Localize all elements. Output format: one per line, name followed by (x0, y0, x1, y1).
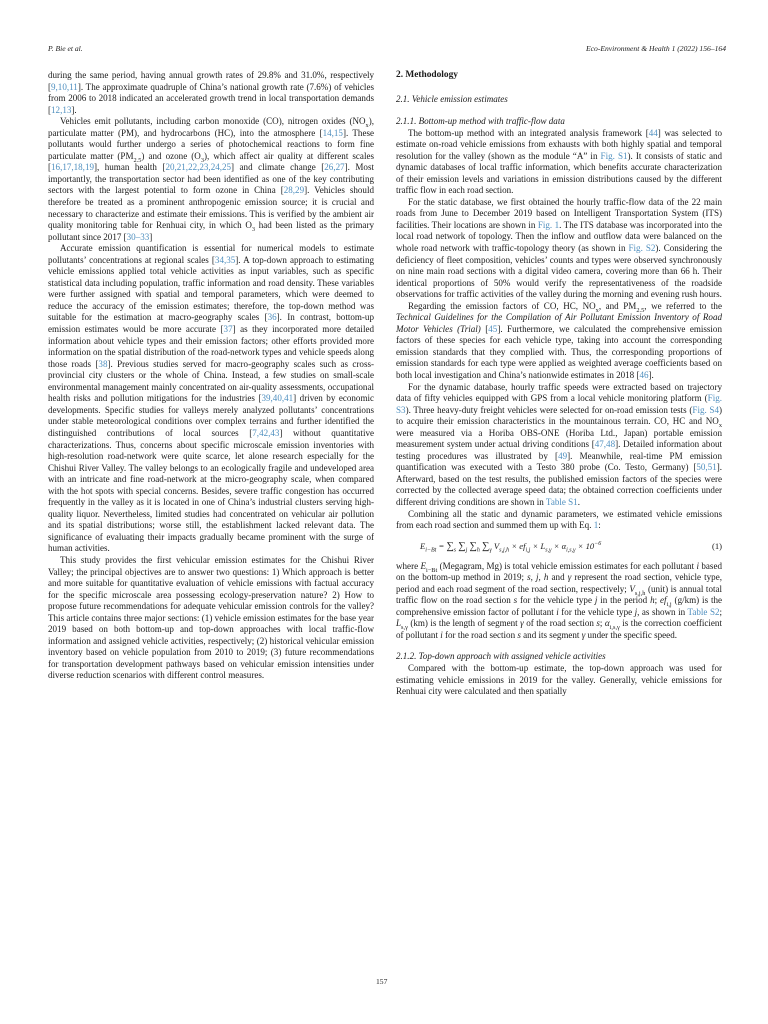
citation-link[interactable]: 9,10,11 (51, 81, 78, 92)
citation-link[interactable]: 28,29 (283, 185, 305, 196)
citation-link[interactable]: Fig. S1 (600, 150, 628, 161)
citation-link[interactable]: 38 (98, 358, 108, 369)
equation-number: (1) (711, 541, 722, 552)
citation-link[interactable]: 44 (648, 127, 658, 138)
citation-link[interactable]: 30–33 (126, 231, 150, 242)
paragraph-dynamic-database: For the dynamic database, hourly traffic speeds were extracted based on trajectory data of fifty vehicles equipped with GPS from a local vehicle monitoring platform (Fig. S3). Three heavy-duty freight vehicles were selected for on-road emission tests (Fig. S4) to acquire their emission characteristics in the mountainous terrain. CO, HC and $NO_x$ were measured via a Horiba OBS-ONE (Horiba Ltd., Japan) portable emission measurement system under actual driving conditions [47,48]. Detailed information about testing procedures was illustrated by [49]. Meanwhile, real-time PM emission quantification was executed with a Testo 380 probe (Co. Testo, Germany) [50,51]. Afterward, based on the test results, the published emission factors of the species were corrected by the collected average speed data; the obtained correction coefficients under different driving conditions are shown in Table S1. (396, 381, 723, 507)
citation-link[interactable]: Fig. S2 (628, 242, 656, 253)
citation-link[interactable]: 36 (267, 312, 277, 323)
citation-link[interactable]: Table S1 (545, 497, 578, 507)
citation-link[interactable]: 37 (223, 324, 233, 335)
citation-link[interactable]: 7,42,43 (252, 427, 280, 438)
paragraph-combining-parameters: Combining all the static and dynamic parameters, we estimated vehicle emissions from each road section and summed them up with Eq. 1: (396, 508, 722, 531)
citation-link[interactable]: 34,35 (214, 254, 236, 265)
citation-link[interactable]: 20,21,22,23,24,25 (165, 162, 232, 173)
paragraph-growth-rates: during the same period, having annual growth rates of 29.8% and 31.0%, respectively [9,10,11]. The approximate quadruple of China’s national growth rate (7.6%) of vehicles from 2006 to 2018 indicated an accelerated growth trend in local transportation demands [12,13]. (48, 70, 374, 115)
paragraph-bottom-up-framework: The bottom-up method with an integrated analysis framework [44] was selected to estimate on-road vehicle emissions from exhausts with both highly spatial and temporal resolution for the valley (shown as the module “A” in Fig. S1). It consists of static and dynamic databases of local traffic information, which benefits accurate characterization of their emission levels and variations in emission distributions caused by the different traffic flow in each road section. (396, 127, 723, 196)
equation-body: $E_{i-Bt} = \sum_s$ $\sum_j$ $\sum_h$ $\sum_\gamma$ $V_{s,j,h} \times ef_{i,j} \times L_{s,\gamma} \times \alpha_{i,s,\gamma} \times 10^{-6}$ (420, 540, 602, 554)
right-column (396, 70, 722, 698)
equation-1 (396, 540, 722, 553)
running-header-authors: P. Bie et al. (48, 44, 83, 53)
page-number: 157 (376, 977, 388, 986)
paragraph-static-database: For the static database, we first obtained the hourly traffic-flow data of the 22 main roads from June to December 2019 based on Intelligent Transportation System (ITS) facilities. Their locations are shown in Fig. 1. The ITS database was incorporated into the local road network of topology. Then the inflow and outflow data were balanced on the whole road network with traffic-topology theory (as shown in Fig. S2). Considering the deficiency of fleet composition, vehicles’ counts and types were observed synchronously on nine main road sections with a digital video camera, covering more than 66 h. Their identical proportions of 50% would verify the representativeness of the roadside observations for traffic activities of the valley during the morning and evening rush hours. (396, 196, 722, 300)
summation-symbol: ∑ (469, 540, 477, 552)
summation-symbol: ∑ (446, 540, 454, 552)
citation-link[interactable]: 46 (639, 369, 649, 380)
citation-link[interactable]: 1 (593, 520, 599, 531)
citation-link[interactable]: 12,13 (51, 104, 72, 115)
citation-link[interactable]: Fig. 1 (537, 219, 560, 230)
running-header-journal: Eco-Environment & Health 1 (2022) 156–164 (586, 44, 726, 53)
citation-link[interactable]: Fig. S3 (396, 393, 722, 415)
citation-link[interactable]: 26,27 (324, 162, 345, 173)
citation-link[interactable]: 14,15 (322, 127, 343, 138)
citation-link[interactable]: 49 (558, 450, 568, 461)
citation-link[interactable]: Fig. S4 (692, 404, 719, 415)
paragraph-top-down-approach: Compared with the bottom-up estimate, the top-down approach was used for estimating vehicle emissions in 2019 for the valley. Generally, vehicle emissions for Renhuai city were calculated and then spatially (396, 662, 722, 697)
paragraph-emission-factors: Regarding the emission factors of CO, HC, $NO_x$, and $PM_{2.5}$, we referred to the Technical Guidelines for the Compilation of Air Pollutant Emission Inventory of Road Motor Vehicles (Trial) [45]. Furthermore, we calculated the comprehensive emission factors of these species for each vehicle type, taking into account the corresponding emission standards that they complied with. Thus, the corresponding proportions of emission standards for each type were applied as weighted average coefficients based on both local investigation and China’s nationwide estimates in 2018 [46]. (396, 300, 722, 380)
subsection-heading-vehicle-emission-estimates: 2.1. Vehicle emission estimates (396, 94, 508, 104)
left-column (48, 70, 374, 682)
section-heading-methodology: 2. Methodology (396, 70, 458, 80)
paragraph-emission-quantification: Accurate emission quantification is essential for numerical models to estimate pollutants’ concentrations at regional scales [34,35]. A top-down approach to estimating vehicle emissions applied total vehicle activities as input variables, such as specific statistical data including population, traffic information and road density. These variables were further assigned with spatial and temporal parameters, which were deemed to reduce the accuracy of the emission estimates; therefore, the top-down method was suitable for the estimation at macro-geography scales [36]. In contrast, bottom-up emission estimates would be more accurate [37] as they incorporated more detailed information about vehicle types and their emission factors; other efforts provided more information on the spatial distribution of the road-network types and vehicle speeds along those roads [38]. Previous studies served for macro-geography scales such as cross-provincial city clusters or the whole of China. Instead, a few studies on small-scale environmental management mainly concentrated on air-quality assessments, occupational health risks and pollution mitigations for the industries [39,40,41] driven by economic developments. Specific studies for valleys merely analyzed pollutants’ concentrations under stable meteorological conditions over complex terrains and further identified the distinguished contributions of local sources [7,42,43] without quantitative characterizations. Thus, concerns about specific microscale emission inventories with high-resolution road-network were quite scarce, let alone research especially for the Chishui River Valley. The valley belongs to an ecologically fragile and undeveloped area with an intricate and fine road-network at the micro-geography scale, when compared with the hot spots with special concerns. Besides, severe traffic congestion has occurred frequently in the valley as it is located in one of China’s industrial clusters serving high-quality liquor. Nevertheless, limited studies had concentrated on vehicular air pollution and its spatial distributions; worse still, the establishment lacked relevant data. The significance of evaluating their impacts gradually became prominent with the surge of human activities. (48, 243, 375, 554)
citation-link[interactable]: 45 (488, 323, 498, 334)
paragraph-vehicle-pollutants: Vehicles emit pollutants, including carbon monoxide (CO), nitrogen oxides $(NO_x)$, particulate matter (PM), and hydrocarbons (HC), into the atmosphere [14,15]. These pollutants would further undergo a series of photochemical reactions to form fine particulate matter $(PM_{2.5})$ and ozone $(O_3)$, which affect air quality at different scales [16,17,18,19], human health [20,21,22,23,24,25] and climate change [26,27]. Most importantly, the transportation sector had been identified as one of the key contributing sectors with the largest potential to form ozone in China [28,29]. Vehicles should therefore be treated as a prominent anthropogenic emission source; it is crucial and necessary to characterize and estimate their emissions. This is verified by the ambient air quality monitoring table for Renhuai city, in which $O_3$ had been listed as the primary pollutant since 2017 [30–33] (48, 116, 374, 242)
citation-link[interactable]: 50,51 (696, 462, 717, 473)
subsubsection-heading-bottom-up: 2.1.1. Bottom-up method with traffic-flow data (396, 116, 565, 126)
citation-link[interactable]: 16,17,18,19 (51, 162, 94, 173)
citation-link[interactable]: 39,40,41 (261, 393, 294, 404)
summation-symbol: ∑ (482, 540, 490, 552)
citation-link[interactable]: Table S2 (687, 606, 720, 617)
summation-symbol: ∑ (458, 540, 466, 552)
paragraph-study-objectives: This study provides the first vehicular emission estimates for the Chishui River Valley; the principal objectives are to answer two questions: 1) Which approach is better and more suitable for quantitative evaluation of vehicle emissions with factual accuracy for the specific microscale area possessing ecology-preservation nature? 2) How to propose future recommendations for adequate vehicular emission controls for the valley? This article contains three major sections: (1) vehicle emission estimates for the base year 2019 based on both bottom-up and top-down approaches with local traffic-flow information and assigned vehicle activities, respectively; (2) historical vehicular emission inventory based on vehicle population from 2010 to 2019; (3) future recommendations for transportation development pathways based on vehicular emission intensities under diverse reduction scenarios with different control measures. (48, 554, 374, 681)
citation-link[interactable]: 47,48 (594, 439, 616, 450)
paragraph-equation-definitions: where $E_{i-Bt}$ (Megagram, Mg) is total vehicle emission estimates for each pollutant i based on the bottom-up method in 2019; s, j, h and γ represent the road section, vehicle type, period and each road segment of the road section, respectively; $V_{s,j,h}$ (unit) is annual total traffic flow on the road section s for the vehicle type j in the period h; $ef_{i,j}$ (g/km) is the comprehensive emission factor of pollutant i for the vehicle type j, as shown in Table S2; $L_{s,\gamma}$ (km) is the length of segment γ of the road section s; $\alpha_{i,s,\gamma}$ is the correction coefficient of pollutant i for the road section s and its segment γ under the specific speed. (396, 560, 723, 640)
subsubsection-heading-top-down: 2.1.2. Top-down approach with assigned vehicle activities (396, 651, 606, 662)
